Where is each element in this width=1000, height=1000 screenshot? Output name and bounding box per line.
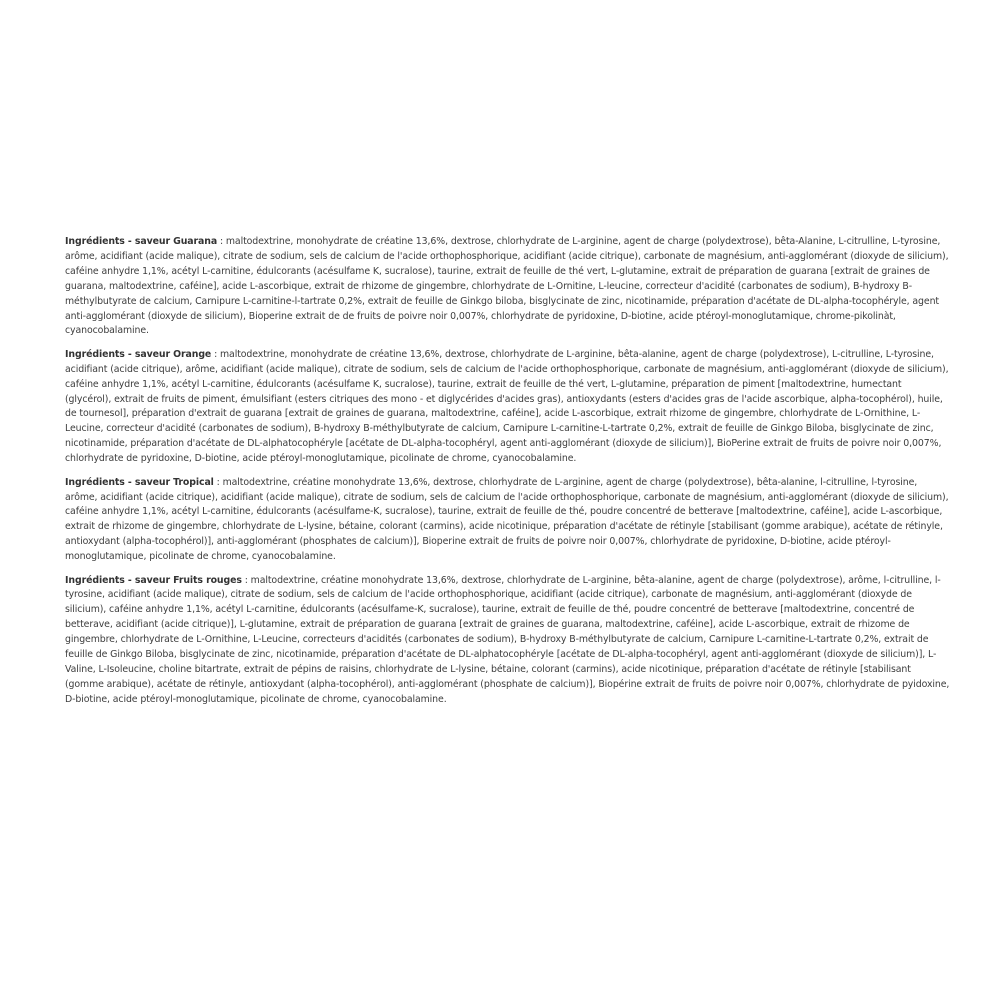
section-heading-fruits-rouges: Ingrédients - saveur Fruits rouges [65,574,242,586]
section-text-guarana: : maltodextrine, monohydrate de créatine 13,6%, dextrose, chlorhydrate de L-arginine, agent de charge (polydextrose), bêta-Alanine, L-citrulline, L-tyrosine, arôme, acidifiant (acide malique), citrate de sodium, sels de calcium de l'acide orthophosphorique, acidifiant (acide citrique), carbonate de magnésium, anti-agglomérant (dioxyde de silicium), caféine anhydre 1,1%, acétyl L-carnitine, édulcorants (acésulfame K, sucralose), taurine, extrait de feuille de thé vert, L-glutamine, extrait de préparation de guarana [extrait de graines de guarana, maltodextrine, caféine], acide L-ascorbique, extrait de rhizome de gingembre, chlorhydrate de L-Ornitine, L-leucine, correcteur d'acidité (carbonates de sodium), B-hydroxy B-méthylbutyrate de calcium, Carnipure L-carnitine-l-tartrate 0,2%, extrait de feuille de Ginkgo biloba, bisglycinate de zinc, nicotinamide, préparation d'acétate de DL-alpha-tocophéryle, agent anti-agglomérant (dioxyde de silicium), Bioperine extrait de de fruits de poivre noir 0,007%, chlorhydrate de pyridoxine, D-biotine, acide ptéroyl-monoglutamique, chrome-pikolinàt, cyanocobalamine. [65,236,949,337]
section-heading-guarana: Ingrédients - saveur Guarana [65,236,218,247]
ingredients-orange-paragraph [65,348,950,467]
section-text-orange: : maltodextrine, monohydrate de créatine 13,6%, dextrose, chlorhydrate de L-arginine, bêta-alanine, agent de charge (polydextrose), L-citrulline, L-tyrosine, acidifiant (acide citrique), arôme, acidifiant (acide malique), citrate de sodium, sels de calcium de l'acide orthophosphorique, carbonate de magnésium, anti-agglomérant (dioxyde de silicium), caféine anhydre 1,1%, acétyl L-carnitine, édulcorants (acésulfame K, sucralose), taurine, extrait de feuille de thé vert, L-glutamine, préparation de piment [maltodextrine, humectant (glycérol), extrait de fruits de piment, émulsifiant (esters citriques des mono - et diglycérides d'acides gras), antioxydants (esters d'acides gras de l'acide ascorbique, alpha-tocophérol), huile, de tournesol], préparation d'extrait de guarana [extrait de graines de guarana, maltodextrine, caféine], acide L-ascorbique, extrait rhizome de gingembre, chlorhydrate de L-Ornithine, L-Leucine, correcteur d'acidité (carbonates de sodium), B-hydroxy B-méthylbutyrate de calcium, Carnipure L-carnitine-L-tartrate 0,2%, extrait de feuille de Ginkgo Biloba, bisglycinate de zinc, nicotinamide, préparation d'acétate de DL-alphatocophéryle [acétate de DL-alpha-tocophéryl, agent anti-agglomérant (dioxyde de silicium)], BioPerine extrait de fruits de poivre noir 0,007%, chlorhydrate de pyridoxine, D-biotine, acide ptéroyl-monoglutamique, picolinate de chrome, cyanocobalamine. [65,348,949,465]
ingredients-document [65,235,950,716]
section-text-fruits-rouges: : maltodextrine, créatine monohydrate 13,6%, dextrose, chlorhydrate de L-arginine, bêta-alanine, agent de charge (polydextrose), arôme, l-citrulline, l-tyrosine, acidifiant (acide malique), citrate de sodium, sels de calcium de l'acide orthophosphorique, acidifiant (acide citrique), carbonate de magnésium, anti-agglomérant (dioxyde de silicium), caféine anhydre 1,1%, acétyl L-carnitine, édulcorants (acésulfame-K, sucralose), taurine, extrait de feuille de thé, poudre concentré de betterave [maltodextrine, concentré de betterave, acidifiant (acide citrique)], L-glutamine, extrait de préparation de guarana [extrait de graines de guarana, maltodextrine, caféine], acide L-ascorbique, extrait de rhizome de gingembre, chlorhydrate de L-Ornithine, L-Leucine, correcteurs d'acidités (carbonates de sodium), B-hydroxy B-méthylbutyrate de calcium, Carnipure L-carnitine-L-tartrate 0,2%, extrait de feuille de Ginkgo Biloba, bisglycinate de zinc, nicotinamide, préparation d'acétate de DL-alphatocophéryle [acétate de DL-alpha-tocophéryl, agent anti-agglomérant (dioxyde de silicium)], L-Valine, L-Isoleucine, choline bitartrate, extrait de pépins de raisins, chlorhydrate de L-lysine, bétaine, colorant (carmins), acide nicotinique, préparation d'acétate de rétinyle [stabilisant (gomme arabique), acétate de rétinyle, antioxydant (alpha-tocophérol), anti-agglomérant (phosphate de calcium)], Biopérine extrait de fruits de poivre noir 0,007%, chlorhydrate de pyidoxine, D-biotine, acide ptéroyl-monoglutamique, picolinate de chrome, cyanocobalamine. [65,574,950,705]
ingredients-guarana-paragraph [65,235,950,339]
section-text-tropical: : maltodextrine, créatine monohydrate 13,6%, dextrose, chlorhydrate de L-arginine, agent de charge (polydextrose), bêta-alanine, l-citrulline, l-tyrosine, arôme, acidifiant (acide citrique), acidifiant (acide malique), citrate de sodium, sels de calcium de l'acide orthophosphorique, carbonate de magnésium, anti-agglomérant (dioxyde de silicium), caféine anhydre 1,1%, acétyl L-carnitine, édulcorants (acésulfame-K, sucralose), taurine, extrait de feuille de thé, poudre concentré de betterave [maltodextrine, caféine], acide L-ascorbique, extrait de rhizome de gingembre, chlorhydrate de L-lysine, bétaine, colorant (carmins), acide nicotinique, préparation d'acétate de rétinyle [stabilisant (gomme arabique), acétate de rétinyle, antioxydant (alpha-tocophérol)], anti-agglomérant (phosphates de calcium)], Bioperine extrait de fruits de poivre noir 0,007%, chlorhydrate de pyridoxine, D-biotine, acide ptéroyl-monoglutamique, picolinate de chrome, cyanocobalamine. [65,476,949,563]
section-heading-orange: Ingrédients - saveur Orange [65,348,212,360]
section-heading-tropical: Ingrédients - saveur Tropical [65,476,214,488]
ingredients-tropical-paragraph [65,476,950,565]
ingredients-fruits-rouges-paragraph [65,574,950,708]
